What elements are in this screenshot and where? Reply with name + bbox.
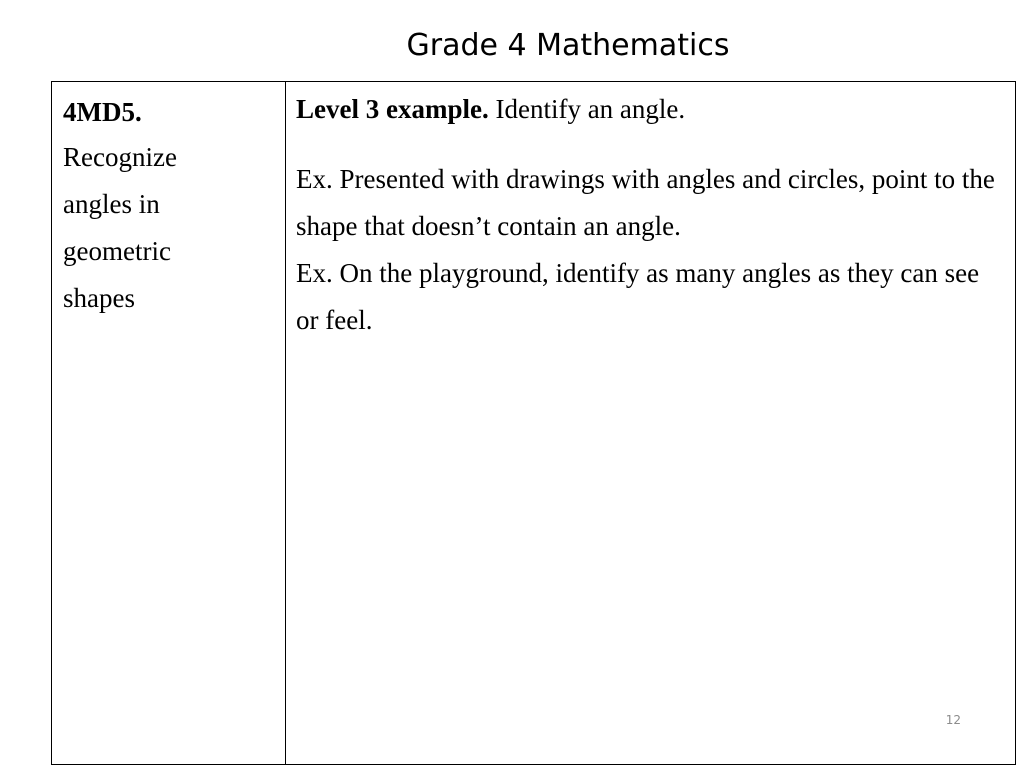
standard-code: 4MD5. (63, 97, 142, 127)
standard-description: Recognize angles in geometric shapes (63, 142, 177, 313)
example-1: Ex. Presented with drawings with angles and circles, point to the shape that doesn’t contain an angle. (296, 164, 995, 241)
level-text: Identify an angle. (488, 94, 686, 124)
example-cell (286, 82, 1015, 764)
level-label: Level 3 example. (296, 94, 489, 124)
standards-table (51, 81, 1016, 765)
standard-cell (52, 82, 286, 764)
slide-title: Grade 4 Mathematics (406, 28, 730, 63)
example-2: Ex. On the playground, identify as many angles as they can see or feel. (296, 258, 980, 335)
page-number: 12 (945, 713, 961, 727)
level-line (296, 86, 995, 133)
